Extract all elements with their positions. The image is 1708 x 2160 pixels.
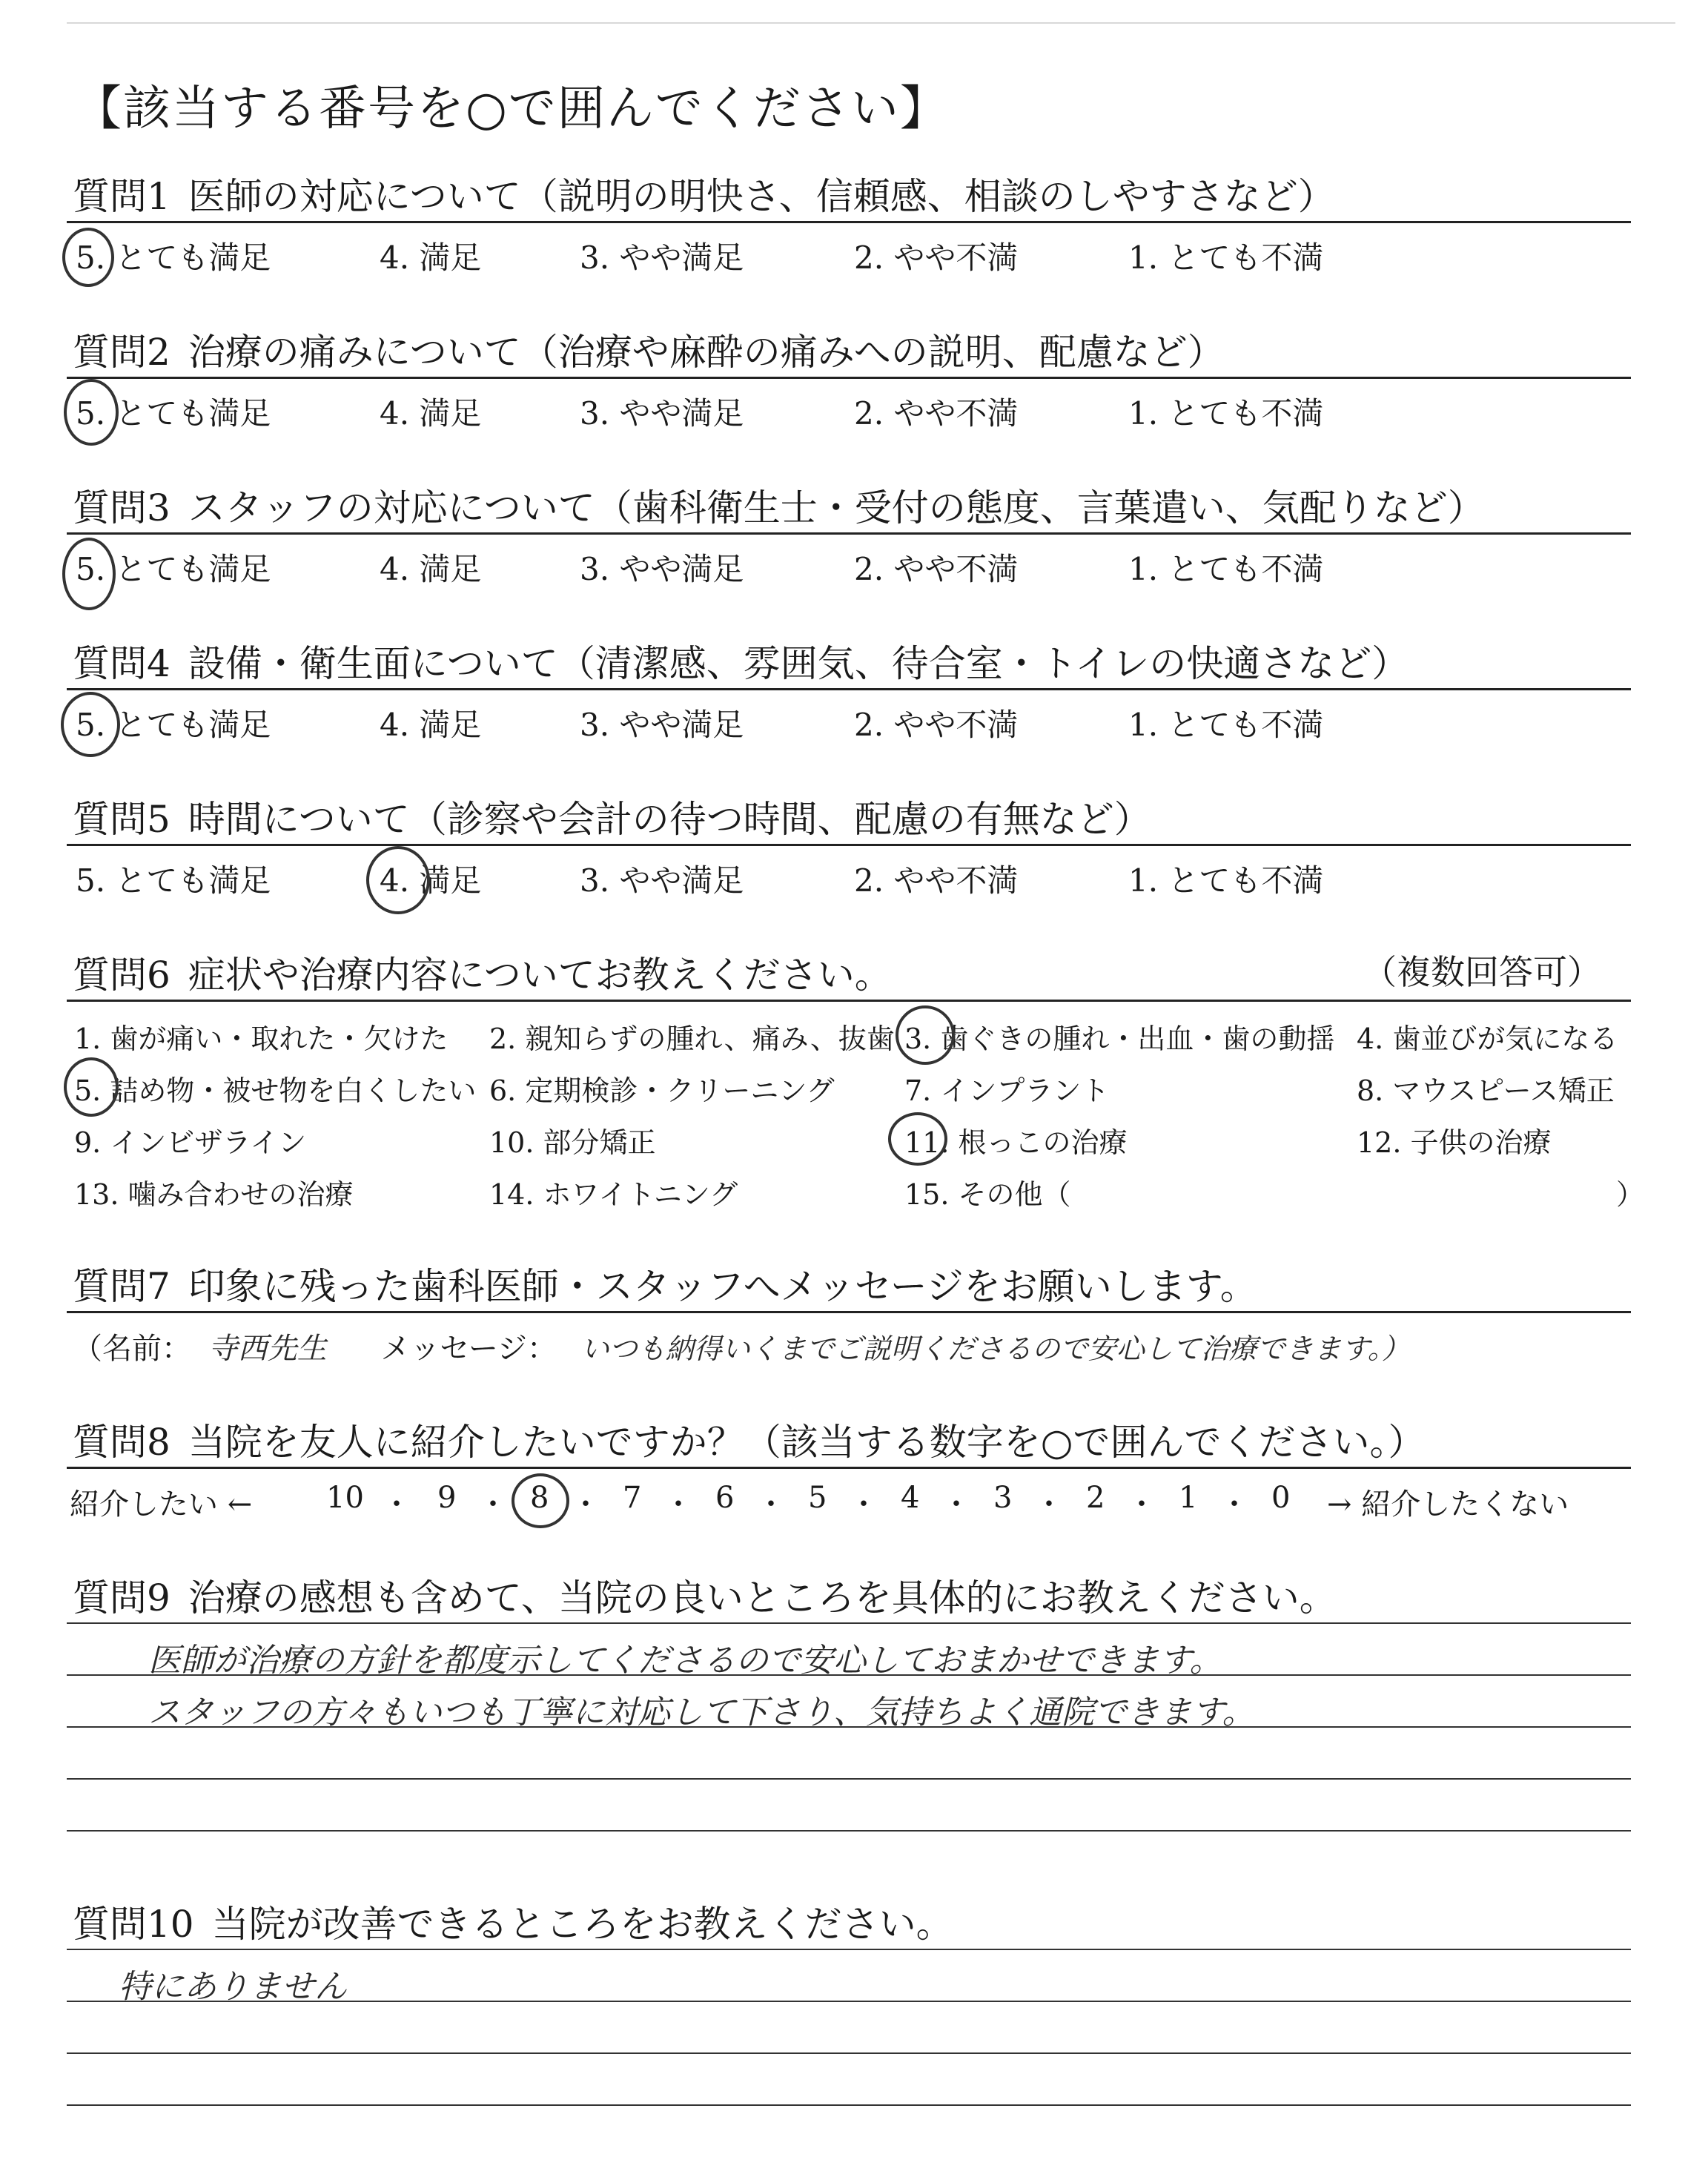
symptom-item[interactable]: 7. インプラント — [904, 1074, 1110, 1107]
question-title: 質問10 当院が改善できるところをお教えください。 — [73, 1903, 953, 1946]
scale-dot: ・ — [478, 1487, 508, 1522]
question-5 — [67, 790, 1631, 899]
option-5[interactable]: 5. とても満足 — [76, 707, 271, 743]
option-2[interactable]: 2. やや不満 — [854, 240, 1019, 276]
option-3[interactable]: 3. やや満足 — [580, 707, 744, 743]
selection-circle — [888, 1112, 947, 1166]
writing-line — [67, 1778, 1631, 1780]
question-title: 質問1 医師の対応について（説明の明快さ、信頼感、相談のしやすさなど） — [73, 175, 1335, 218]
symptom-item[interactable]: 1. 歯が痛い・取れた・欠けた — [74, 1023, 448, 1055]
symptom-item[interactable]: 3. 歯ぐきの腫れ・出血・歯の動揺 — [904, 1023, 1335, 1055]
option-4[interactable]: 4. 満足 — [380, 395, 482, 432]
question-8 — [67, 1413, 1631, 1531]
writing-line — [67, 1830, 1631, 1832]
symptom-item[interactable]: 9. インビザライン — [74, 1126, 307, 1159]
question-title: 質問8 当院を友人に紹介したいですか？（該当する数字を○で囲んでください。） — [73, 1421, 1426, 1464]
question-6 — [67, 945, 1645, 1220]
multiple-answers-note: （複数回答可） — [1363, 952, 1601, 992]
symptom-item[interactable]: 5. 詰め物・被せ物を白くしたい — [74, 1074, 477, 1107]
scale-dot: ・ — [1127, 1487, 1156, 1522]
scale-dot: ・ — [382, 1487, 411, 1522]
handwritten-answer[interactable]: 特にありません — [119, 1968, 347, 2006]
option-4[interactable]: 4. 満足 — [380, 240, 482, 276]
scale-value[interactable]: 4 — [901, 1481, 920, 1515]
writing-line — [67, 1949, 1631, 1950]
question-3 — [67, 478, 1631, 587]
scale-left-label: 紹介したい ← — [70, 1487, 253, 1522]
symptom-item[interactable]: 14. ホワイトニング — [489, 1178, 738, 1211]
option-2[interactable]: 2. やや不満 — [854, 395, 1019, 432]
question-title: 質問7 印象に残った歯科医師・スタッフへメッセージをお願いします。 — [73, 1265, 1257, 1308]
question-rule — [67, 1467, 1631, 1469]
scale-value[interactable]: 9 — [437, 1481, 457, 1515]
selection-circle — [62, 228, 114, 287]
selection-circle — [366, 846, 430, 914]
option-5[interactable]: 5. とても満足 — [76, 862, 271, 899]
question-10 — [67, 1895, 1631, 2147]
symptom-item[interactable]: 10. 部分矯正 — [489, 1126, 656, 1159]
selection-circle — [512, 1473, 569, 1528]
symptom-item[interactable]: 4. 歯並びが気になる — [1357, 1023, 1618, 1055]
option-5[interactable]: 5. とても満足 — [76, 551, 271, 587]
message-value[interactable]: いつも納得いくまでご説明くださるので安心して治療できます。） — [580, 1332, 1410, 1365]
selection-circle — [896, 1005, 955, 1065]
symptom-item[interactable]: 6. 定期検診・クリーニング — [489, 1074, 835, 1107]
question-7 — [67, 1257, 1631, 1375]
message-label: メッセージ： — [380, 1332, 557, 1366]
name-value[interactable]: 寺西先生 — [208, 1332, 327, 1366]
option-5[interactable]: 5. とても満足 — [76, 395, 271, 432]
scale-dot: ・ — [571, 1487, 600, 1522]
scale-dot: ・ — [849, 1487, 878, 1522]
question-rule — [67, 844, 1631, 846]
top-divider — [67, 22, 1675, 24]
option-4[interactable]: 4. 満足 — [380, 707, 482, 743]
question-rule — [67, 532, 1631, 535]
symptom-item[interactable]: 13. 噛み合わせの治療 — [74, 1178, 354, 1211]
scale-right-label: → 紹介したくない — [1327, 1487, 1569, 1522]
option-2[interactable]: 2. やや不満 — [854, 707, 1019, 743]
message-line — [73, 1325, 1410, 1367]
scale-value[interactable]: 1 — [1179, 1481, 1198, 1515]
scale-dot: ・ — [756, 1487, 786, 1522]
question-title: 質問9 治療の感想も含めて、当院の良いところを具体的にお教えください。 — [73, 1576, 1337, 1619]
option-1[interactable]: 1. とても不満 — [1128, 862, 1324, 899]
writing-line — [67, 1622, 1631, 1624]
name-label: （名前： — [73, 1332, 191, 1366]
symptom-item[interactable]: 2. 親知らずの腫れ、痛み、抜歯 — [489, 1023, 895, 1055]
scale-dot: ・ — [941, 1487, 971, 1522]
scale-value[interactable]: 6 — [715, 1481, 735, 1515]
writing-line — [67, 2052, 1631, 2054]
scale-dot: ・ — [1034, 1487, 1064, 1522]
symptom-item[interactable]: 11. 根っこの治療 — [904, 1126, 1128, 1159]
question-title: 質問4 設備・衛生面について（清潔感、雰囲気、待合室・トイレの快適さなど） — [73, 642, 1409, 685]
scale-value[interactable]: 10 — [326, 1481, 364, 1515]
option-3[interactable]: 3. やや満足 — [580, 240, 744, 276]
question-4 — [67, 634, 1631, 743]
option-4[interactable]: 4. 満足 — [380, 862, 482, 899]
handwritten-answer[interactable]: スタッフの方々もいつも丁寧に対応して下さり、気持ちよく通院できます。 — [148, 1694, 1255, 1731]
option-4[interactable]: 4. 満足 — [380, 551, 482, 587]
question-rule — [67, 1311, 1631, 1313]
question-title: 質問3 スタッフの対応について（歯科衛生士・受付の態度、言葉遣い、気配りなど） — [73, 486, 1485, 529]
symptom-item[interactable]: 15. その他（ — [904, 1178, 1071, 1211]
scale-value[interactable]: 8 — [530, 1481, 549, 1515]
option-2[interactable]: 2. やや不満 — [854, 551, 1019, 587]
scale-value[interactable]: 0 — [1271, 1481, 1291, 1515]
question-9 — [67, 1568, 1631, 1850]
question-rule — [67, 1000, 1631, 1002]
selection-circle — [61, 692, 120, 757]
option-1[interactable]: 1. とても不満 — [1128, 551, 1324, 587]
option-3[interactable]: 3. やや満足 — [580, 862, 744, 899]
option-2[interactable]: 2. やや不満 — [854, 862, 1019, 899]
question-rule — [67, 688, 1631, 690]
question-1 — [67, 167, 1631, 276]
form-heading: 【該当する番号を○で囲んでください】 — [74, 82, 949, 136]
scale-dot: ・ — [663, 1487, 693, 1522]
question-rule — [67, 377, 1631, 379]
other-close-paren: ） — [1616, 1178, 1645, 1211]
symptom-item[interactable]: 12. 子供の治療 — [1357, 1126, 1552, 1159]
option-1[interactable]: 1. とても不満 — [1128, 240, 1324, 276]
scale-dot: ・ — [1219, 1487, 1249, 1522]
option-5[interactable]: 5. とても満足 — [76, 240, 271, 276]
handwritten-answer[interactable]: 医師が治療の方針を都度示してくださるので安心しておまかせできます。 — [148, 1642, 1222, 1680]
option-1[interactable]: 1. とても不満 — [1128, 395, 1324, 432]
scale-value[interactable]: 7 — [623, 1481, 642, 1515]
scale-value[interactable]: 2 — [1086, 1481, 1105, 1515]
selection-circle — [62, 538, 116, 610]
scale-value[interactable]: 3 — [993, 1481, 1013, 1515]
writing-line — [67, 2104, 1631, 2106]
selection-circle — [64, 1057, 119, 1117]
scale-value[interactable]: 5 — [808, 1481, 827, 1515]
question-title: 質問6 症状や治療内容についてお教えください。 — [73, 954, 892, 997]
question-2 — [67, 323, 1631, 432]
option-1[interactable]: 1. とても不満 — [1128, 707, 1324, 743]
question-title: 質問2 治療の痛みについて（治療や麻酔の痛みへの説明、配慮など） — [73, 331, 1225, 374]
symptom-item[interactable]: 8. マウスピース矯正 — [1357, 1074, 1615, 1107]
option-3[interactable]: 3. やや満足 — [580, 551, 744, 587]
question-rule — [67, 221, 1631, 223]
selection-circle — [64, 379, 119, 446]
option-3[interactable]: 3. やや満足 — [580, 395, 744, 432]
question-title: 質問5 時間について（診察や会計の待つ時間、配慮の有無など） — [73, 798, 1151, 841]
